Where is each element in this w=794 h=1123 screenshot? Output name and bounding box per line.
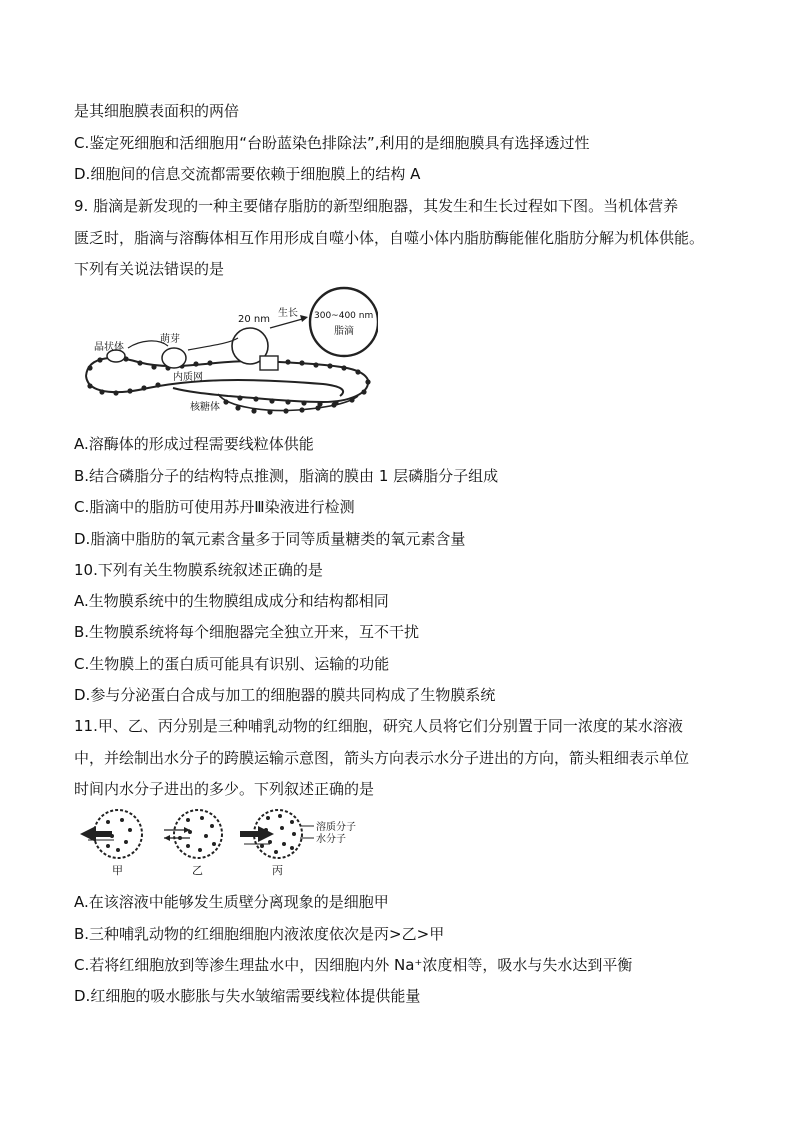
question-11-stem-1: 11.甲、乙、丙分别是三种哺乳动物的红细胞，研究人员将它们分别置于同一浓度的某水溶液 bbox=[74, 717, 683, 735]
label-er: 内质网 bbox=[173, 372, 203, 383]
q11-option-c: C.若将红细胞放到等渗生理盐水中，因细胞内外 Na⁺浓度相等，吸水与失水达到平衡 bbox=[74, 956, 633, 974]
legend-water: 水分子 bbox=[316, 834, 346, 845]
cell-label-yi: 乙 bbox=[192, 864, 203, 877]
label-growth: 生长 bbox=[278, 308, 298, 319]
question-9-stem-2: 匮乏时，脂滴与溶酶体相互作用形成自噬小体，自噬小体内脂肪酶能催化脂肪分解为机体供能。 bbox=[74, 229, 705, 247]
q9-option-d: D.脂滴中脂肪的氧元素含量多于同等质量糖类的氧元素含量 bbox=[74, 530, 466, 548]
question-9-stem-1: 9. 脂滴是新发现的一种主要储存脂肪的新型细胞器，其发生和生长过程如下图。当机体营养 bbox=[74, 197, 679, 215]
lipid-droplet-figure bbox=[78, 284, 378, 418]
question-11-stem-2: 中，并绘制出水分子的跨膜运输示意图，箭头方向表示水分子进出的方向，箭头粗细表示单位 bbox=[74, 749, 690, 767]
q11-option-a: A.在该溶液中能够发生质壁分离现象的是细胞甲 bbox=[74, 893, 389, 911]
question-9-stem-3: 下列有关说法错误的是 bbox=[74, 260, 225, 278]
label-ribosome: 核糖体 bbox=[190, 402, 220, 413]
q11-option-d: D.红细胞的吸水膨胀与失水皱缩需要线粒体提供能量 bbox=[74, 987, 421, 1005]
legend-solute: 溶质分子 bbox=[316, 822, 356, 833]
q10-option-d: D.参与分泌蛋白合成与加工的细胞器的膜共同构成了生物膜系统 bbox=[74, 686, 496, 704]
label-range: 300~400 nm bbox=[314, 311, 374, 321]
label-20nm: 20 nm bbox=[238, 314, 270, 325]
q9-option-a: A.溶酶体的形成过程需要线粒体供能 bbox=[74, 435, 314, 453]
red-blood-cell-figure bbox=[78, 806, 378, 878]
label-droplet: 脂滴 bbox=[334, 326, 354, 337]
question-11-stem-3: 时间内水分子进出的多少。下列叙述正确的是 bbox=[74, 780, 375, 798]
q10-option-c: C.生物膜上的蛋白质可能具有识别、运输的功能 bbox=[74, 655, 390, 673]
q9-option-c: C.脂滴中的脂肪可使用苏丹Ⅲ染液进行检测 bbox=[74, 498, 355, 516]
q10-option-a: A.生物膜系统中的生物膜组成成分和结构都相同 bbox=[74, 592, 389, 610]
text-line-1: 是其细胞膜表面积的两倍 bbox=[74, 102, 240, 120]
q10-option-b: B.生物膜系统将每个细胞器完全独立开来，互不干扰 bbox=[74, 623, 420, 641]
label-bud: 萌芽 bbox=[160, 334, 180, 345]
question-10-stem: 10.下列有关生物膜系统叙述正确的是 bbox=[74, 561, 323, 579]
label-crystal: 晶状体 bbox=[94, 342, 124, 353]
q9-option-b: B.结合磷脂分子的结构特点推测，脂滴的膜由 1 层磷脂分子组成 bbox=[74, 467, 499, 485]
text-line-3: D.细胞间的信息交流都需要依赖于细胞膜上的结构 A bbox=[74, 165, 421, 183]
text-line-2: C.鉴定死细胞和活细胞用“台盼蓝染色排除法”,利用的是细胞膜具有选择透过性 bbox=[74, 134, 590, 152]
cell-label-bing: 丙 bbox=[272, 864, 283, 877]
q11-option-b: B.三种哺乳动物的红细胞细胞内液浓度依次是丙>乙>甲 bbox=[74, 925, 445, 943]
cell-label-jia: 甲 bbox=[112, 864, 123, 877]
